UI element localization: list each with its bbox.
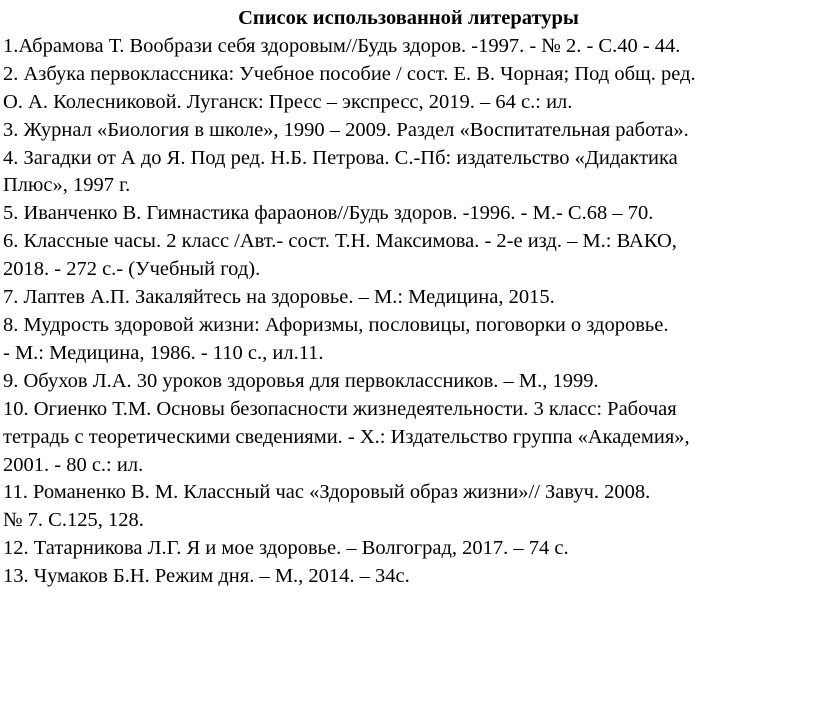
reference-item: 8. Мудрость здоровой жизни: Афоризмы, пословицы, поговорки о здоровье. - М.: Медицина, 1986. - 110 с., ил.11. <box>3 313 669 364</box>
reference-item: 9. Обухов Л.А. 30 уроков здоровья для первоклассников. – М., 1999. <box>3 369 599 392</box>
reference-item: 5. Иванченко В. Гимнастика фараонов//Будь здоров. -1996. - М.- С.68 – 70. <box>3 202 654 225</box>
reference-item: 11. Романенко В. М. Классный час «Здоровый образ жизни»// Завуч. 2008. № 7. С.125, 128. <box>3 481 651 532</box>
reference-item: 4. Загадки от А до Я. Под ред. Н.Б. Петрова. С.-Пб: издательство «Дидактика Плюс», 1997 г. <box>3 146 678 197</box>
reference-item: 10. Огиенко Т.М. Основы безопасности жизнедеятельности. 3 класс: Рабочая тетрадь с теоретическими сведениями. - Х.: Издательство группа «Академия», 2001. - 80 с.: ил. <box>3 397 690 476</box>
reference-item: 3. Журнал «Биология в школе», 1990 – 2009. Раздел «Воспитательная работа». <box>3 118 689 141</box>
reference-item: 13. Чумаков Б.Н. Режим дня. – М., 2014. – 34с. <box>3 565 410 588</box>
reference-list <box>3 33 814 591</box>
page-title: Список использованной литературы <box>238 7 579 29</box>
reference-item: 1.Абрамова Т. Вообрази себя здоровым//Будь здоров. -1997. - № 2. - С.40 - 44. <box>3 34 681 57</box>
reference-item: 2. Азбука первоклассника: Учебное пособие / сост. Е. В. Чорная; Под общ. ред. О. А. Колесниковой. Луганск: Пресс – экспресс, 2019. – 64 с.: ил. <box>3 62 696 113</box>
reference-item: 12. Татарникова Л.Г. Я и мое здоровье. – Волгоград, 2017. – 74 с. <box>3 537 569 560</box>
reference-item: 6. Классные часы. 2 класс /Авт.- сост. Т.Н. Максимова. - 2-е изд. – М.: ВАКО, 2018. - 272 с.- (Учебный год). <box>3 230 677 281</box>
reference-item: 7. Лаптев А.П. Закаляйтесь на здоровье. – М.: Медицина, 2015. <box>3 286 555 309</box>
